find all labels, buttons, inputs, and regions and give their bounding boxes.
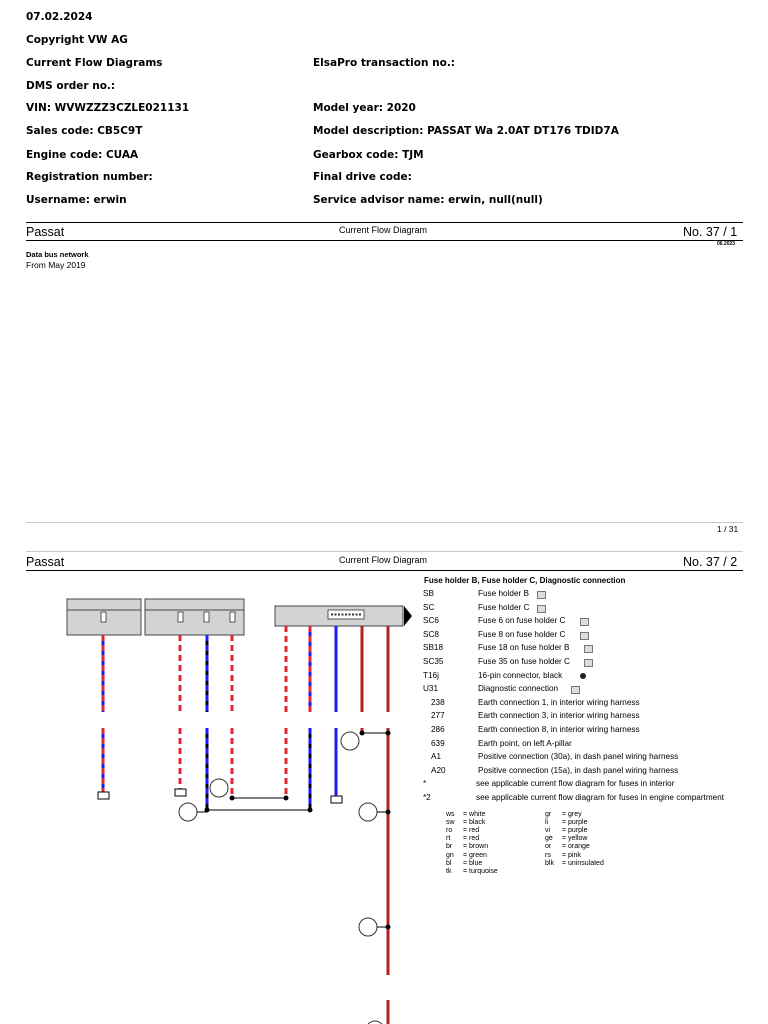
color-name: = yellow	[562, 835, 588, 843]
color-name: = blue	[463, 859, 483, 867]
color-name: = black	[463, 819, 486, 827]
color-name: = uninsulated	[562, 859, 604, 867]
legend-code: A20	[431, 765, 446, 775]
color-abbr: vi	[545, 827, 551, 835]
junction-dot	[205, 808, 210, 813]
legend-code: SC6	[423, 616, 439, 626]
color-name: = orange	[562, 843, 590, 851]
color-abbr: ro	[446, 827, 453, 835]
fuse-sc35-icon	[230, 612, 235, 622]
page1-number: No. 37 / 1	[683, 225, 738, 239]
junction-dot	[360, 731, 365, 736]
fuse-sb18-icon	[101, 612, 106, 622]
legend-code: 639	[431, 738, 445, 748]
legend-description: Earth connection 8, in interior wiring harness	[478, 725, 640, 734]
color-name: = grey	[562, 811, 582, 818]
legend-description: Diagnostic connection	[478, 684, 559, 694]
legend-description: see applicable current flow diagram for fuses in interior	[476, 779, 675, 789]
gearbox-code: Gearbox code: TJM	[313, 149, 424, 161]
color-abbr: gr	[545, 811, 552, 818]
color-name: = turquoise	[463, 867, 498, 875]
color-abbr: rs	[545, 851, 551, 859]
page1-title: Current Flow Diagram	[339, 225, 428, 235]
color-name: = red	[463, 827, 480, 835]
color-name: = red	[463, 835, 480, 843]
page1-header-rule	[26, 240, 743, 241]
page1-subtitle: Data bus network	[26, 250, 89, 259]
legend-code: *	[423, 779, 427, 789]
wire-terminal	[331, 796, 342, 803]
color-name: = brown	[463, 843, 489, 851]
junction-dot	[308, 808, 313, 813]
color-abbr: ws	[446, 811, 455, 818]
color-abbr: bl	[446, 859, 452, 867]
junction-dot	[230, 796, 235, 801]
legend-description: Earth connection 3, in interior wiring harness	[478, 711, 640, 721]
color-name: = pink	[562, 851, 581, 859]
wire-terminal	[98, 792, 109, 799]
legend-code: A1	[431, 752, 442, 762]
legend-code: T16j	[423, 670, 439, 680]
legend-description: Fuse holder B	[478, 589, 529, 598]
legend-description: Fuse 35 on fuse holder C	[478, 657, 570, 666]
legend-code: 238	[431, 697, 445, 707]
legend-description: Earth point, on left A-pillar	[478, 738, 572, 748]
earth-point-icon	[359, 918, 377, 936]
legend-description: see applicable current flow diagram for fuses in engine compartment	[476, 793, 725, 802]
page2-model: Passat	[26, 555, 65, 569]
sales-code: Sales code: CB5C9T	[26, 125, 143, 137]
page1-date: 06.2023	[717, 241, 736, 247]
registration-number: Registration number:	[26, 171, 153, 183]
page2-number: No. 37 / 2	[683, 555, 738, 569]
dms-label: DMS order no.:	[26, 80, 116, 92]
page1-top-rule	[26, 222, 743, 223]
legend-description: Fuse 8 on fuse holder C	[478, 629, 566, 639]
color-abbr: blk	[545, 859, 554, 867]
color-abbr: br	[446, 843, 453, 851]
legend-code: SB	[423, 589, 434, 598]
fuse-holder-sc	[145, 599, 244, 635]
legend-code: SC	[423, 602, 435, 612]
service-advisor: Service advisor name: erwin, null(null)	[313, 194, 543, 206]
page1-bottom-rule	[26, 522, 743, 523]
username: Username: erwin	[26, 194, 127, 206]
legend-description: Fuse 18 on fuse holder B	[478, 643, 570, 653]
legend-code: 286	[431, 725, 445, 734]
print-date: 07.02.2024	[26, 11, 93, 23]
legend-description: Fuse holder C	[478, 602, 530, 612]
earth-point-icon	[179, 803, 197, 821]
color-abbr: or	[545, 843, 552, 851]
vin: VIN: WVWZZZ3CZLE021131	[26, 102, 190, 114]
continuation-arrow-icon	[404, 606, 412, 626]
legend-code: SC8	[423, 629, 439, 639]
legend-description: Positive connection (15a), in dash panel wiring harness	[478, 765, 679, 775]
earth-point-icon	[359, 803, 377, 821]
legend-code: *2	[423, 793, 431, 802]
legend-description: Positive connection (30a), in dash panel wiring harness	[478, 752, 679, 762]
model-year: Model year: 2020	[313, 102, 416, 114]
junction-dot	[386, 810, 391, 815]
legend-description: 16-pin connector, black	[478, 670, 563, 680]
current-flow-label: Current Flow Diagrams	[26, 57, 163, 69]
legend-description: Earth connection 1, in interior wiring harness	[478, 697, 640, 707]
elsapro-label: ElsaPro transaction no.:	[313, 57, 456, 69]
color-abbr: ge	[545, 835, 553, 843]
wire-terminal	[175, 789, 186, 796]
color-abbr: sw	[446, 819, 455, 827]
page2-top-rule	[26, 551, 743, 552]
model-description: Model description: PASSAT Wa 2.0AT DT176 TDID7A	[313, 125, 619, 137]
wiring-diagram	[0, 571, 768, 1024]
color-name: = purple	[562, 827, 588, 835]
color-name: = white	[463, 811, 486, 818]
color-name: = purple	[562, 819, 588, 827]
color-abbr: tk	[446, 867, 452, 875]
color-abbr: li	[545, 819, 549, 827]
legend-title: Fuse holder B, Fuse holder C, Diagnostic connection	[424, 576, 626, 585]
color-name: = green	[463, 851, 487, 859]
page1-model: Passat	[26, 225, 65, 239]
page1-from: From May 2019	[26, 260, 86, 270]
legend-code: U31	[423, 684, 439, 694]
fuse-sc8-icon	[204, 612, 209, 622]
legend-code: 277	[431, 711, 445, 721]
color-abbr: rt	[446, 835, 451, 843]
legend-description: Fuse 6 on fuse holder C	[478, 616, 566, 626]
final-drive-code: Final drive code:	[313, 171, 412, 183]
legend-code: SC35	[423, 657, 444, 666]
junction-dot	[284, 796, 289, 801]
junction-dot	[386, 925, 391, 930]
junction-dot	[386, 731, 391, 736]
engine-code: Engine code: CUAA	[26, 149, 139, 161]
earth-point-icon	[210, 779, 228, 797]
copyright: Copyright VW AG	[26, 34, 128, 46]
page1-page-count: 1 / 31	[717, 524, 739, 534]
color-abbr: gn	[446, 851, 454, 859]
fuse-sc6-icon	[178, 612, 183, 622]
legend-code: SB18	[423, 643, 444, 653]
earth-point-icon	[341, 732, 359, 750]
page2-title: Current Flow Diagram	[339, 555, 428, 565]
